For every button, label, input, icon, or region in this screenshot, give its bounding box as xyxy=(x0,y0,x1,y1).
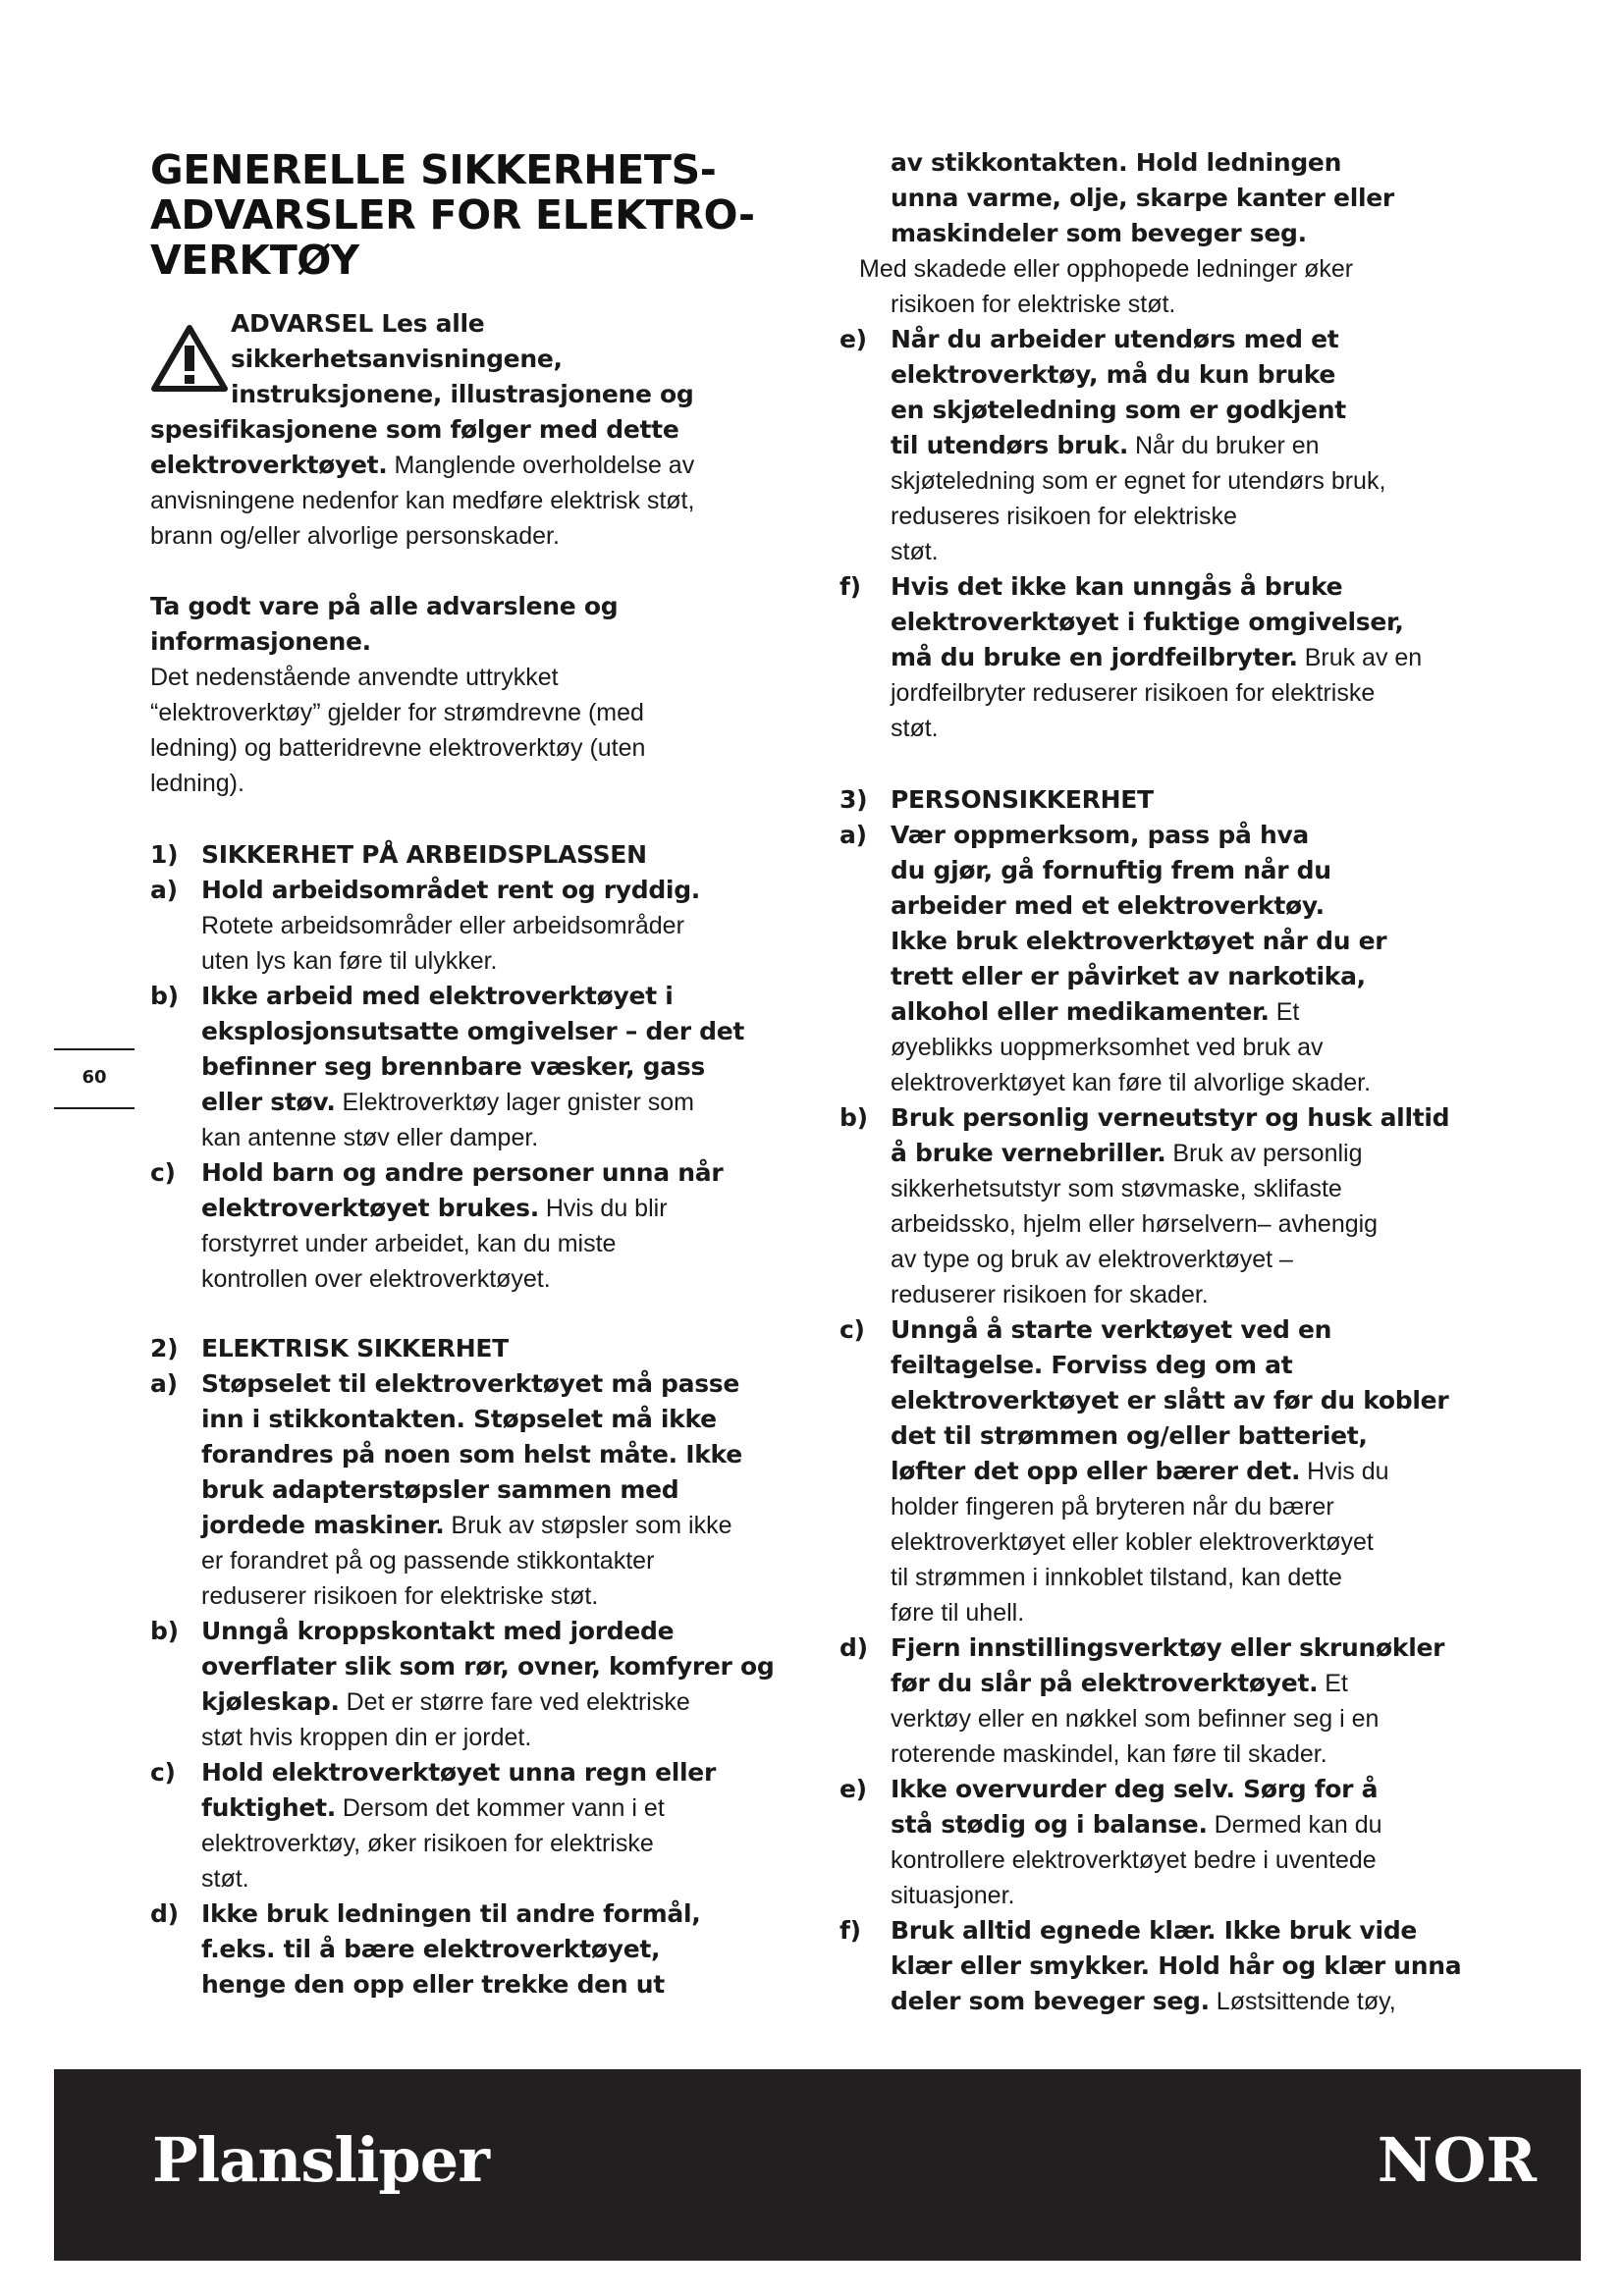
care-heading: informasjonene. xyxy=(150,627,371,656)
list-marker: d) xyxy=(839,1633,868,1662)
item-text: roterende maskindel, kan føre til skader. xyxy=(891,1740,1327,1768)
item-text: støt. xyxy=(891,538,939,565)
warning-text: Manglende overholdelse av xyxy=(387,452,695,479)
item-bold: før du slår på elektroverktøyet. xyxy=(891,1669,1319,1697)
item-text: verktøy eller en nøkkel som befinner seg i en xyxy=(891,1705,1380,1733)
item-text: støt hvis kroppen din er jordet. xyxy=(201,1724,532,1751)
title-line: GENERELLE SIKKERHETS- xyxy=(150,146,717,193)
item-bold: fuktighet. xyxy=(201,1793,336,1822)
item-text: risikoen for elektriske støt. xyxy=(891,291,1176,318)
section-number: 2) xyxy=(150,1334,179,1362)
warning-text: brann og/eller alvorlige personskader. xyxy=(150,522,560,550)
item-bold: deler som beveger seg. xyxy=(891,1987,1210,2015)
section-heading xyxy=(150,1331,798,1366)
item-bold: elektroverktøyet i fuktige omgivelser, xyxy=(891,608,1404,636)
item-text: Hvis du blir xyxy=(538,1195,668,1222)
item-text: støt. xyxy=(201,1865,249,1893)
list-item xyxy=(150,1755,798,1896)
section-personal xyxy=(839,782,1488,2019)
warning-block xyxy=(150,306,798,554)
list-marker: a) xyxy=(150,1369,178,1398)
item-text: Elektroverktøy lager gnister som xyxy=(335,1089,694,1116)
list-item xyxy=(839,322,1488,569)
list-item xyxy=(150,1366,798,1614)
list-marker: c) xyxy=(150,1758,176,1787)
item-bold: du gjør, gå fornuftig frem når du xyxy=(891,856,1331,884)
item-bold: feiltagelse. Forviss deg om at xyxy=(891,1351,1293,1379)
warning-bold: elektroverktøyet. xyxy=(150,451,388,479)
section-electrical xyxy=(150,1331,798,2002)
item-bold: trett eller er påvirket av narkotika, xyxy=(891,962,1366,990)
section-title: SIKKERHET PÅ ARBEIDSPLASSEN xyxy=(201,840,647,869)
item-bold: jordede maskiner. xyxy=(201,1511,445,1539)
item-bold: Støpselet til elektroverktøyet må passe xyxy=(201,1369,740,1398)
warning-line: sikkerhetsanvisningene, xyxy=(231,345,563,373)
item-text: Bruk av støpsler som ikke xyxy=(444,1512,732,1539)
list-item xyxy=(839,1913,1488,2019)
page-number-rule xyxy=(54,1107,135,1109)
item-text: øyeblikks uoppmerksomhet ved bruk av xyxy=(891,1034,1324,1061)
item-bold: alkohol eller medikamenter. xyxy=(891,997,1270,1026)
list-item xyxy=(839,818,1488,1100)
item-text: kontrollen over elektroverktøyet. xyxy=(201,1265,551,1293)
continued-item xyxy=(839,145,1488,746)
item-bold: Hold elektroverktøyet unna regn eller xyxy=(201,1758,716,1787)
item-bold: å bruke vernebriller. xyxy=(891,1139,1166,1167)
item-bold: en skjøteledning som er godkjent xyxy=(891,396,1346,424)
item-bold: arbeider med et elektroverktøy. xyxy=(891,891,1325,920)
item-bold: inn i stikkontakten. Støpselet må ikke xyxy=(201,1405,717,1433)
warning-line: instruksjonene, illustrasjonene og xyxy=(231,380,694,408)
item-bold: Hold arbeidsområdet rent og ryddig. xyxy=(201,876,700,904)
page-title xyxy=(150,147,798,283)
item-bold: Når du arbeider utendørs med et xyxy=(891,325,1339,353)
item-text: forstyrret under arbeidet, kan du miste xyxy=(201,1230,617,1257)
list-marker: a) xyxy=(150,876,178,904)
item-text: til strømmen i innkoblet tilstand, kan dette xyxy=(891,1564,1342,1591)
list-item xyxy=(839,1100,1488,1312)
item-text: Med skadede eller opphopede ledninger øker xyxy=(859,255,1354,283)
list-item xyxy=(839,569,1488,746)
item-bold: Ikke bruk ledningen til andre formål, xyxy=(201,1899,701,1928)
item-text: sikkerhetsutstyr som støvmaske, sklifaste xyxy=(891,1175,1342,1202)
item-bold: Ikke bruk elektroverktøyet når du er xyxy=(891,927,1387,955)
warning-triangle-icon xyxy=(150,324,229,393)
list-marker: a) xyxy=(839,821,867,849)
item-text: reduseres risikoen for elektriske xyxy=(891,503,1237,530)
list-marker: f) xyxy=(839,572,861,601)
list-item xyxy=(839,1312,1488,1630)
item-bold: Unngå kroppskontakt med jordede xyxy=(201,1617,675,1645)
item-bold: til utendørs bruk. xyxy=(891,431,1129,459)
list-item xyxy=(839,1630,1488,1772)
item-bold: eller støv. xyxy=(201,1088,336,1116)
item-bold: forandres på noen som helst måte. Ikke xyxy=(201,1440,742,1468)
item-text: holder fingeren på bryteren når du bærer xyxy=(891,1493,1334,1521)
item-bold: henge den opp eller trekke den ut xyxy=(201,1970,665,1999)
footer-bar xyxy=(54,2069,1581,2261)
section-title: ELEKTRISK SIKKERHET xyxy=(201,1334,509,1362)
item-text: støt. xyxy=(891,715,939,742)
item-text: Løstsittende tøy, xyxy=(1209,1988,1396,2015)
item-text: føre til uhell. xyxy=(891,1599,1025,1627)
item-text: av type og bruk av elektroverktøyet – xyxy=(891,1246,1293,1273)
item-bold: Ikke overvurder deg selv. Sørg for å xyxy=(891,1775,1379,1803)
item-bold: f.eks. til å bære elektroverktøyet, xyxy=(201,1935,661,1963)
list-marker: c) xyxy=(839,1315,865,1344)
item-text: reduserer risikoen for elektriske støt. xyxy=(201,1582,599,1610)
product-name: Plansliper xyxy=(152,2124,489,2196)
item-text: Dermed kan du xyxy=(1207,1811,1382,1839)
item-text: elektroverktøy, øker risikoen for elektriske xyxy=(201,1830,654,1857)
item-text: Når du bruker en xyxy=(1128,432,1320,459)
page-number-marker xyxy=(54,1048,135,1109)
page-number: 60 xyxy=(81,1067,107,1088)
item-bold: elektroverktøyet brukes. xyxy=(201,1194,539,1222)
item-bold: eksplosjonsutsatte omgivelser – der det xyxy=(201,1017,745,1045)
section-number: 1) xyxy=(150,840,179,869)
item-bold: unna varme, olje, skarpe kanter eller xyxy=(891,184,1394,212)
item-text: situasjoner. xyxy=(891,1882,1015,1909)
item-bold: Hold barn og andre personer unna når xyxy=(201,1158,724,1187)
list-marker: b) xyxy=(839,1103,868,1132)
section-title: PERSONSIKKERHET xyxy=(891,785,1154,814)
item-bold: kjøleskap. xyxy=(201,1687,340,1716)
item-text: Hvis du xyxy=(1300,1458,1389,1485)
item-bold: elektroverktøyet er slått av før du kobler xyxy=(891,1386,1449,1415)
item-bold: Unngå å starte verktøyet ved en xyxy=(891,1315,1332,1344)
warning-text: anvisningene nedenfor kan medføre elektrisk støt, xyxy=(150,487,695,514)
item-bold: stå stødig og i balanse. xyxy=(891,1810,1208,1839)
item-text: Det er større fare ved elektriske xyxy=(339,1688,690,1716)
care-block xyxy=(150,589,798,801)
item-bold: Vær oppmerksom, pass på hva xyxy=(891,821,1310,849)
item-bold: Ikke arbeid med elektroverktøyet i xyxy=(201,982,674,1010)
item-bold: Bruk alltid egnede klær. Ikke bruk vide xyxy=(891,1916,1418,1945)
item-text: arbeidssko, hjelm eller hørselvern– avhengig xyxy=(891,1210,1379,1238)
item-bold: befinner seg brennbare væsker, gass xyxy=(201,1052,706,1081)
item-text: reduserer risikoen for skader. xyxy=(891,1281,1209,1308)
item-text: elektroverktøyet eller kobler elektroverktøyet xyxy=(891,1528,1374,1556)
list-marker: b) xyxy=(150,982,179,1010)
item-text: Dersom det kommer vann i et xyxy=(335,1794,665,1822)
item-text: kontrollere elektroverktøyet bedre i uventede xyxy=(891,1846,1377,1874)
list-marker: f) xyxy=(839,1916,861,1945)
care-text: ledning) og batteridrevne elektroverktøy (uten xyxy=(150,734,646,762)
item-text: Bruk av en xyxy=(1297,644,1423,671)
list-marker: b) xyxy=(150,1617,179,1645)
warning-heading: ADVARSEL Les alle xyxy=(231,309,485,338)
care-text: ledning). xyxy=(150,770,244,797)
item-text: Bruk av personlig xyxy=(1165,1140,1363,1167)
title-line: ADVARSLER FOR ELEKTRO- xyxy=(150,191,755,239)
section-workplace xyxy=(150,837,798,1297)
warning-line: spesifikasjonene som følger med dette xyxy=(150,415,679,444)
page-number-rule xyxy=(54,1048,135,1050)
list-item xyxy=(150,1896,798,2002)
item-text: Rotete arbeidsområder eller arbeidsområder xyxy=(201,912,684,939)
item-bold: overflater slik som rør, ovner, komfyrer og xyxy=(201,1652,775,1681)
list-marker: d) xyxy=(150,1899,179,1928)
section-heading xyxy=(839,782,1488,818)
list-item xyxy=(150,979,798,1155)
item-text: skjøteledning som er egnet for utendørs bruk, xyxy=(891,467,1386,495)
language-code: NOR xyxy=(1377,2124,1537,2196)
item-bold: løfter det opp eller bærer det. xyxy=(891,1457,1301,1485)
item-bold: det til strømmen og/eller batteriet, xyxy=(891,1421,1368,1450)
list-item xyxy=(150,1614,798,1755)
item-bold: Hvis det ikke kan unngås å bruke xyxy=(891,572,1343,601)
item-bold: klær eller smykker. Hold hår og klær unna xyxy=(891,1951,1462,1980)
item-bold: må du bruke en jordfeilbryter. xyxy=(891,643,1298,671)
section-heading xyxy=(150,837,798,873)
item-text: kan antenne støv eller damper. xyxy=(201,1124,539,1151)
list-marker: c) xyxy=(150,1158,176,1187)
item-bold: elektroverktøy, må du kun bruke xyxy=(891,360,1336,389)
item-text: uten lys kan føre til ulykker. xyxy=(201,947,498,975)
care-text: Det nedenstående anvendte uttrykket xyxy=(150,664,559,691)
item-text: er forandret på og passende stikkontakter xyxy=(201,1547,655,1575)
list-item xyxy=(150,1155,798,1297)
list-item xyxy=(839,1772,1488,1913)
item-text: jordfeilbryter reduserer risikoen for elektriske xyxy=(891,679,1376,707)
item-bold: maskindeler som beveger seg. xyxy=(891,219,1307,247)
item-bold: av stikkontakten. Hold ledningen xyxy=(891,148,1342,177)
item-bold: bruk adapterstøpsler sammen med xyxy=(201,1475,679,1504)
title-line: VERKTØY xyxy=(150,237,359,284)
item-bold: Bruk personlig verneutstyr og husk alltid xyxy=(891,1103,1450,1132)
care-heading: Ta godt vare på alle advarslene og xyxy=(150,592,619,620)
section-number: 3) xyxy=(839,785,868,814)
list-marker: e) xyxy=(839,325,867,353)
care-text: “elektroverktøy” gjelder for strømdrevne (med xyxy=(150,699,644,726)
item-bold: Fjern innstillingsverktøy eller skrunøkler xyxy=(891,1633,1445,1662)
item-text: Et xyxy=(1269,998,1300,1026)
list-item xyxy=(150,873,798,979)
item-text: Et xyxy=(1318,1670,1348,1697)
item-text: elektroverktøyet kan føre til alvorlige skader. xyxy=(891,1069,1372,1096)
list-marker: e) xyxy=(839,1775,867,1803)
